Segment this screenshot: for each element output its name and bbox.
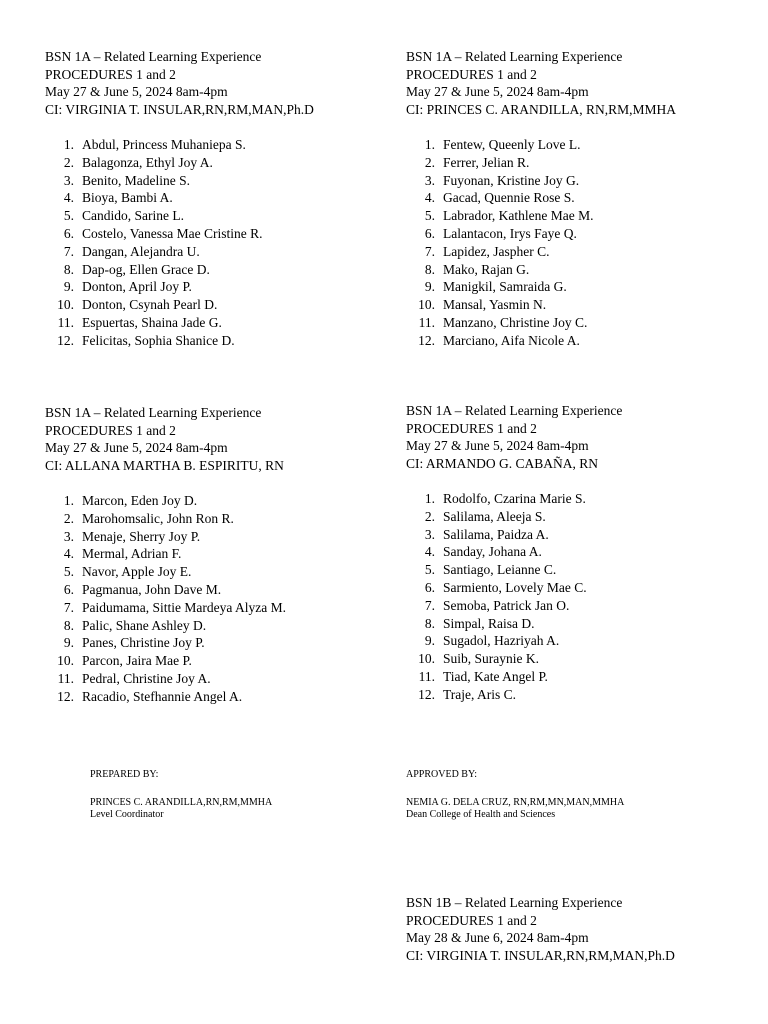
list-item-number: 5. <box>424 208 435 224</box>
list-item-number: 11. <box>57 670 74 686</box>
list-item-number: 7. <box>424 243 435 259</box>
student-list-item <box>45 510 286 528</box>
student-list-item <box>406 172 676 190</box>
student-list-item <box>406 615 622 633</box>
student-list-item <box>45 189 314 207</box>
student-list-item <box>45 207 314 225</box>
student-list-item <box>45 528 286 546</box>
list-item-number: 2. <box>63 154 74 170</box>
student-name: Tiad, Kate Angel P. <box>443 668 548 684</box>
list-item-number: 12. <box>418 686 435 702</box>
student-list-item <box>45 243 314 261</box>
student-name: Pagmanua, John Dave M. <box>82 581 222 597</box>
student-list-item <box>45 634 286 652</box>
student-list-item <box>406 561 622 579</box>
list-item-number: 9. <box>63 279 74 295</box>
student-name: Simpal, Raisa D. <box>443 615 535 631</box>
student-list-item <box>45 261 314 279</box>
student-list-item <box>406 154 676 172</box>
list-item-number: 2. <box>424 154 435 170</box>
student-name: Parcon, Jaira Mae P. <box>82 653 192 669</box>
student-list-item <box>406 136 676 154</box>
group-title: BSN 1A – Related Learning Experience <box>45 405 262 420</box>
student-name: Balagonza, Ethyl Joy A. <box>82 154 213 170</box>
group-subtitle: PROCEDURES 1 and 2 <box>45 66 176 82</box>
list-item-number: 10. <box>418 651 435 667</box>
list-item-number: 8. <box>63 617 74 633</box>
list-item-number: 4. <box>63 190 74 206</box>
student-list-item <box>45 652 286 670</box>
list-item-number: 1. <box>63 137 74 152</box>
student-list <box>45 136 314 350</box>
group-subtitle: PROCEDURES 1 and 2 <box>406 912 537 928</box>
student-name: Suib, Suraynie K. <box>443 651 539 667</box>
list-item-number: 9. <box>424 279 435 295</box>
list-item-number: 4. <box>424 190 435 206</box>
student-name: Fuyonan, Kristine Joy G. <box>443 172 580 188</box>
student-name: Donton, April Joy P. <box>82 279 192 295</box>
student-name: Donton, Csynah Pearl D. <box>82 297 218 313</box>
student-list <box>406 490 622 704</box>
student-list-item <box>406 543 622 561</box>
student-name: Benito, Madeline S. <box>82 172 190 188</box>
student-name: Marcon, Eden Joy D. <box>82 493 198 508</box>
group-clinical-instructor: CI: PRINCES C. ARANDILLA, RN,RM,MMHA <box>406 101 677 117</box>
student-name: Espuertas, Shaina Jade G. <box>82 314 222 330</box>
student-list <box>406 136 676 350</box>
student-name: Paidumama, Sittie Mardeya Alyza M. <box>82 599 286 615</box>
list-item-number: 7. <box>63 243 74 259</box>
list-item-number: 10. <box>418 297 435 313</box>
list-item-number: 5. <box>63 564 74 580</box>
list-item-number: 12. <box>418 332 435 348</box>
group-clinical-instructor: CI: VIRGINIA T. INSULAR,RN,RM,MAN,Ph.D <box>45 101 314 117</box>
approved-by-label: APPROVED BY: <box>406 769 478 780</box>
student-name: Sarmiento, Lovely Mae C. <box>443 579 587 595</box>
student-list-item <box>406 508 622 526</box>
list-item-number: 4. <box>424 544 435 560</box>
student-name: Gacad, Quennie Rose S. <box>443 190 575 206</box>
student-list-item <box>406 668 622 686</box>
list-item-number: 6. <box>63 581 74 597</box>
student-list-item <box>45 225 314 243</box>
list-item-number: 2. <box>424 508 435 524</box>
list-item-number: 1. <box>63 493 74 508</box>
student-list-item <box>406 243 676 261</box>
list-item-number: 9. <box>63 635 74 651</box>
student-name: Lalantacon, Irys Faye Q. <box>443 225 577 241</box>
student-name: Racadio, Stefhannie Angel A. <box>82 688 243 704</box>
list-item-number: 7. <box>63 599 74 615</box>
student-name: Mansal, Yasmin N. <box>443 297 547 313</box>
group-title: BSN 1A – Related Learning Experience <box>45 49 262 64</box>
list-item-number: 11. <box>57 314 74 330</box>
student-list-item <box>45 172 314 190</box>
list-item-number: 10. <box>57 653 74 669</box>
group-section-2 <box>406 48 676 350</box>
student-list-item <box>45 581 286 599</box>
group-schedule: May 27 & June 5, 2024 8am-4pm <box>406 438 589 453</box>
student-name: Candido, Sarine L. <box>82 208 184 224</box>
list-item-number: 3. <box>424 526 435 542</box>
list-item-number: 6. <box>424 579 435 595</box>
group-clinical-instructor: CI: VIRGINIA T. INSULAR,RN,RM,MAN,Ph.D <box>406 947 675 963</box>
student-name: Dap-og, Ellen Grace D. <box>82 261 210 277</box>
list-item-number: 12. <box>57 688 74 704</box>
student-name: Salilama, Paidza A. <box>443 526 549 542</box>
student-name: Costelo, Vanessa Mae Cristine R. <box>82 225 263 241</box>
student-name: Palic, Shane Ashley D. <box>82 617 207 633</box>
student-list-item <box>45 278 314 296</box>
student-list-item <box>406 650 622 668</box>
prepared-by-block <box>90 769 272 821</box>
student-name: Dangan, Alejandra U. <box>82 243 200 259</box>
student-name: Marciano, Aifa Nicole A. <box>443 332 580 348</box>
student-name: Manigkil, Samraida G. <box>443 279 567 295</box>
student-list-item <box>45 154 314 172</box>
student-name: Felicitas, Sophia Shanice D. <box>82 332 235 348</box>
list-item-number: 8. <box>424 261 435 277</box>
group-section-3 <box>45 404 286 706</box>
student-list-item <box>406 686 622 704</box>
group-schedule: May 27 & June 5, 2024 8am-4pm <box>406 84 589 99</box>
list-item-number: 1. <box>424 137 435 152</box>
list-item-number: 1. <box>424 491 435 506</box>
group-schedule: May 27 & June 5, 2024 8am-4pm <box>45 84 228 99</box>
student-name: Manzano, Christine Joy C. <box>443 314 588 330</box>
student-name: Bioya, Bambi A. <box>82 190 173 206</box>
prepared-by-role: Level Coordinator <box>90 809 164 820</box>
group-title: BSN 1A – Related Learning Experience <box>406 49 623 64</box>
group-title: BSN 1B – Related Learning Experience <box>406 895 623 910</box>
group-section-1 <box>45 48 314 350</box>
student-list-item <box>406 314 676 332</box>
group-subtitle: PROCEDURES 1 and 2 <box>406 420 537 436</box>
student-name: Menaje, Sherry Joy P. <box>82 528 201 544</box>
student-list-item <box>45 492 286 510</box>
student-name: Sugadol, Hazriyah A. <box>443 633 560 649</box>
group-clinical-instructor: CI: ALLANA MARTHA B. ESPIRITU, RN <box>45 457 284 473</box>
list-item-number: 10. <box>57 297 74 313</box>
student-name: Semoba, Patrick Jan O. <box>443 597 570 613</box>
group-schedule: May 28 & June 6, 2024 8am-4pm <box>406 930 589 945</box>
list-item-number: 8. <box>424 615 435 631</box>
student-list-item <box>406 597 622 615</box>
student-name: Pedral, Christine Joy A. <box>82 670 211 686</box>
student-name: Lapidez, Jaspher C. <box>443 243 550 259</box>
list-item-number: 6. <box>63 225 74 241</box>
group-subtitle: PROCEDURES 1 and 2 <box>406 66 537 82</box>
student-name: Abdul, Princess Muhaniepa S. <box>82 137 246 152</box>
prepared-by-name: PRINCES C. ARANDILLA,RN,RM,MMHA <box>90 797 273 808</box>
student-name: Rodolfo, Czarina Marie S. <box>443 491 586 506</box>
student-list-item <box>406 207 676 225</box>
list-item-number: 3. <box>63 172 74 188</box>
student-list-item <box>406 189 676 207</box>
student-list-item <box>45 688 286 706</box>
student-name: Mako, Rajan G. <box>443 261 530 277</box>
student-name: Ferrer, Jelian R. <box>443 154 530 170</box>
student-name: Labrador, Kathlene Mae M. <box>443 208 594 224</box>
student-name: Salilama, Aleeja S. <box>443 508 546 524</box>
list-item-number: 9. <box>424 633 435 649</box>
student-list-item <box>45 136 314 154</box>
group-title: BSN 1A – Related Learning Experience <box>406 403 623 418</box>
prepared-by-label: PREPARED BY: <box>90 769 159 780</box>
group-section-5 <box>406 894 675 964</box>
student-name: Marohomsalic, John Ron R. <box>82 510 234 526</box>
group-section-4 <box>406 402 622 704</box>
student-list-item <box>406 526 622 544</box>
approved-by-name: NEMIA G. DELA CRUZ, RN,RM,MN,MAN,MMHA <box>406 797 625 808</box>
list-item-number: 11. <box>418 314 435 330</box>
list-item-number: 3. <box>424 172 435 188</box>
list-item-number: 5. <box>424 562 435 578</box>
student-list <box>45 492 286 706</box>
group-clinical-instructor: CI: ARMANDO G. CABAÑA, RN <box>406 455 599 471</box>
student-name: Panes, Christine Joy P. <box>82 635 205 651</box>
student-list-item <box>45 296 314 314</box>
student-list-item <box>406 490 622 508</box>
student-list-item <box>45 545 286 563</box>
student-list-item <box>45 599 286 617</box>
student-list-item <box>45 314 314 332</box>
student-list-item <box>45 617 286 635</box>
student-list-item <box>45 563 286 581</box>
list-item-number: 5. <box>63 208 74 224</box>
student-list-item <box>406 579 622 597</box>
group-subtitle: PROCEDURES 1 and 2 <box>45 422 176 438</box>
student-name: Fentew, Queenly Love L. <box>443 137 581 152</box>
student-list-item <box>406 225 676 243</box>
student-list-item <box>406 261 676 279</box>
list-item-number: 6. <box>424 225 435 241</box>
list-item-number: 12. <box>57 332 74 348</box>
student-list-item <box>406 296 676 314</box>
list-item-number: 3. <box>63 528 74 544</box>
list-item-number: 4. <box>63 546 74 562</box>
approved-by-block <box>406 769 624 821</box>
student-list-item <box>406 632 622 650</box>
student-list-item <box>406 278 676 296</box>
list-item-number: 7. <box>424 597 435 613</box>
student-list-item <box>45 332 314 350</box>
student-list-item <box>406 332 676 350</box>
student-name: Navor, Apple Joy E. <box>82 564 192 580</box>
group-schedule: May 27 & June 5, 2024 8am-4pm <box>45 440 228 455</box>
student-name: Santiago, Leianne C. <box>443 562 557 578</box>
student-name: Sanday, Johana A. <box>443 544 542 560</box>
list-item-number: 2. <box>63 510 74 526</box>
approved-by-role: Dean College of Health and Sciences <box>406 809 556 820</box>
list-item-number: 8. <box>63 261 74 277</box>
list-item-number: 11. <box>418 668 435 684</box>
student-name: Traje, Aris C. <box>443 686 517 702</box>
student-list-item <box>45 670 286 688</box>
student-name: Mermal, Adrian F. <box>82 546 182 562</box>
